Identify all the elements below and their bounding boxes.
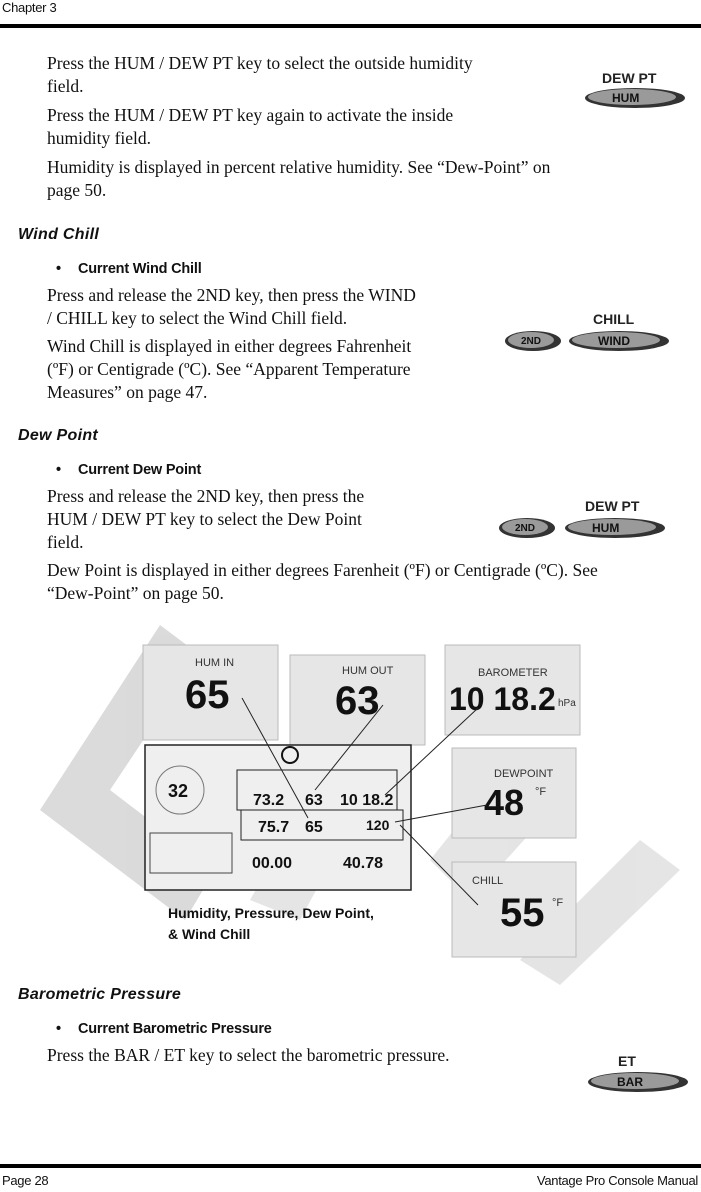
wind-chill-bullet-label: Current Wind Chill bbox=[78, 261, 202, 277]
barometer-panel bbox=[445, 645, 580, 735]
footer-manual: Vantage Pro Console Manual bbox=[536, 1173, 698, 1188]
console-lcd bbox=[145, 745, 411, 890]
wind-chill-line3: Wind Chill is displayed in either degrees Fahrenheit bbox=[47, 336, 412, 356]
baro-unit: hPa bbox=[558, 698, 576, 709]
key-top-label: CHILL bbox=[593, 311, 635, 327]
wind-chill-line4: (ºF) or Centigrade (ºC). See “Apparent Temperature bbox=[47, 359, 411, 379]
dew-point-line4: Dew Point is displayed in either degrees Farenheit (ºF) or Centigrade (ºC). See bbox=[47, 560, 598, 580]
barometric-line1: Press the BAR / ET key to select the barometric pressure. bbox=[47, 1045, 450, 1065]
key-2nd-label: 2ND bbox=[515, 523, 536, 534]
humidity-p1-line2: field. bbox=[47, 76, 84, 96]
dew-point-line2: HUM / DEW PT key to select the Dew Point bbox=[47, 509, 362, 529]
dew-point-bullet: • Current Dew Point bbox=[56, 462, 202, 478]
hum-dewpt-key-icon bbox=[580, 68, 690, 112]
console-misc: 40.78 bbox=[343, 855, 384, 872]
baro-value: 10 18.2 bbox=[449, 681, 556, 717]
key-2nd-label: 2ND bbox=[521, 336, 542, 347]
key-label: WIND bbox=[598, 334, 630, 348]
console-baro: 10 18.2 bbox=[340, 792, 394, 809]
console-temp-in: 75.7 bbox=[258, 819, 290, 836]
key-top-label: DEW PT bbox=[602, 70, 657, 86]
dew-label: DEWPOINT bbox=[494, 768, 554, 780]
2nd-wind-chill-keys-icon bbox=[503, 310, 673, 356]
console-third: 120 bbox=[366, 817, 390, 833]
key-top-label: DEW PT bbox=[585, 498, 640, 514]
chill-label: CHILL bbox=[472, 875, 504, 887]
dew-point-heading: Dew Point bbox=[18, 427, 99, 444]
figure-caption-line1: Humidity, Pressure, Dew Point, bbox=[168, 905, 374, 921]
header-rule bbox=[0, 24, 701, 28]
console-rain: 00.00 bbox=[252, 855, 293, 872]
hum-in-label: HUM IN bbox=[195, 657, 235, 669]
barometric-bullet: • Current Barometric Pressure bbox=[56, 1021, 272, 1037]
hum-out-panel bbox=[290, 655, 425, 745]
key-label: HUM bbox=[592, 521, 620, 535]
key-label: HUM bbox=[612, 91, 640, 105]
humidity-p2-line2: humidity field. bbox=[47, 128, 152, 148]
baro-label: BAROMETER bbox=[478, 667, 548, 679]
barometric-heading: Barometric Pressure bbox=[18, 986, 182, 1003]
humidity-p3-line1: Humidity is displayed in percent relative humidity. See “Dew-Point” on bbox=[47, 157, 551, 177]
wind-chill-line2: / CHILL key to select the Wind Chill field. bbox=[47, 308, 348, 328]
hum-out-label: HUM OUT bbox=[342, 665, 394, 677]
dew-value: 48 bbox=[484, 782, 525, 823]
hum-in-value: 65 bbox=[185, 673, 230, 717]
bar-et-key-icon bbox=[583, 1052, 693, 1096]
chill-panel bbox=[452, 862, 576, 957]
key-top-label: ET bbox=[618, 1053, 636, 1069]
footer-page: Page 28 bbox=[2, 1173, 49, 1188]
dew-point-bullet-label: Current Dew Point bbox=[78, 462, 202, 478]
barometric-bullet-label: Current Barometric Pressure bbox=[78, 1021, 272, 1037]
wind-chill-line1: Press and release the 2ND key, then press the WIND bbox=[47, 285, 416, 305]
console-wind: 32 bbox=[168, 781, 189, 801]
humidity-p1-line1: Press the HUM / DEW PT key to select the outside humidity bbox=[47, 53, 473, 73]
footer-rule bbox=[0, 1164, 701, 1168]
dew-unit: °F bbox=[535, 786, 547, 798]
2nd-hum-dewpt-keys-icon bbox=[497, 497, 672, 543]
dew-point-line5: “Dew-Point” on page 50. bbox=[47, 583, 224, 603]
humidity-p3-line2: page 50. bbox=[47, 180, 107, 200]
dew-point-line1: Press and release the 2ND key, then press the bbox=[47, 486, 365, 506]
hum-out-value: 63 bbox=[335, 679, 380, 723]
figure-caption-line2: & Wind Chill bbox=[168, 926, 251, 942]
wind-chill-bullet: • Current Wind Chill bbox=[56, 261, 202, 277]
console-hum-in: 65 bbox=[305, 819, 323, 836]
chapter-header: Chapter 3 bbox=[2, 0, 57, 15]
console-temp-out: 73.2 bbox=[253, 792, 285, 809]
dewpoint-panel bbox=[452, 748, 576, 838]
chill-value: 55 bbox=[500, 891, 545, 935]
humidity-p2-line1: Press the HUM / DEW PT key again to activate the inside bbox=[47, 105, 454, 125]
console-figure bbox=[0, 600, 701, 985]
console-hum-out: 63 bbox=[305, 792, 323, 809]
key-label: BAR bbox=[617, 1075, 643, 1089]
dew-point-line3: field. bbox=[47, 532, 84, 552]
wind-chill-line5: Measures” on page 47. bbox=[47, 382, 208, 402]
wind-chill-heading: Wind Chill bbox=[18, 226, 100, 243]
chill-unit: °F bbox=[552, 897, 564, 909]
